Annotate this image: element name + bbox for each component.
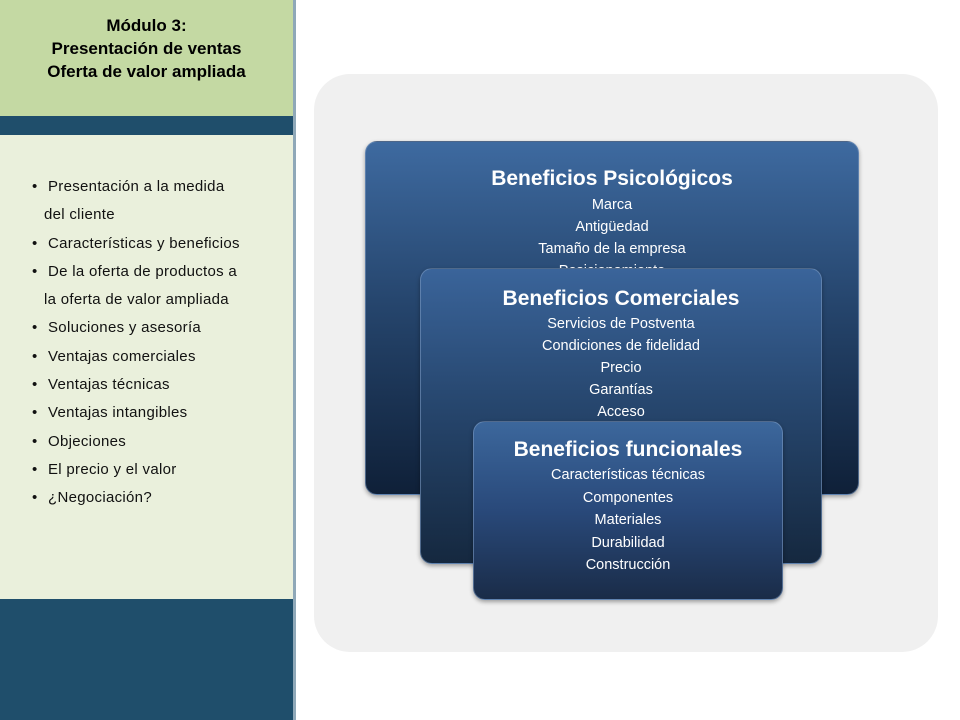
commercial-benefit-item: Acceso: [597, 404, 645, 420]
topic-item: • El precio y el valor: [32, 456, 290, 484]
functional-benefit-item: Construcción: [585, 557, 671, 573]
commercial-benefits-items: [421, 313, 821, 423]
topic-item: • Características y beneficios: [32, 230, 290, 258]
functional-benefits-title: Beneficios funcionales: [513, 438, 743, 461]
functional-benefits-box: [473, 421, 783, 600]
module-title: [0, 0, 293, 116]
commercial-benefits-title: Beneficios Comerciales: [502, 287, 740, 310]
topic-item: • Ventajas comerciales: [32, 343, 290, 371]
psychological-benefit-item: Tamaño de la empresa: [538, 241, 686, 257]
topic-item: • Soluciones y asesoría: [32, 314, 290, 342]
functional-benefits-items: [474, 464, 782, 577]
topic-item: • Presentación a la medida: [32, 173, 290, 201]
commercial-benefit-item: Precio: [600, 360, 642, 376]
topic-item: la oferta de valor ampliada: [44, 291, 229, 309]
psychological-benefit-item: Antigüedad: [575, 219, 649, 235]
commercial-benefit-item: Garantías: [589, 382, 653, 398]
module-title-line: Oferta de valor ampliada: [47, 62, 246, 81]
commercial-benefit-item: Condiciones de fidelidad: [542, 338, 700, 354]
topic-item: • ¿Negociación?: [32, 484, 290, 512]
left-sidebar: [0, 0, 296, 720]
functional-benefit-item: Durabilidad: [591, 534, 665, 551]
psychological-benefits-title: Beneficios Psicológicos: [491, 167, 733, 190]
functional-benefit-item: Materiales: [594, 512, 662, 528]
topic-item: • Ventajas intangibles: [32, 399, 290, 427]
module-title-line: Módulo 3:: [106, 16, 187, 35]
sidebar-edge: [293, 0, 296, 720]
topic-item: • Ventajas técnicas: [32, 371, 290, 399]
commercial-benefit-item: Servicios de Postventa: [547, 316, 695, 332]
topic-item: • De la oferta de productos a: [32, 258, 290, 286]
topic-item: • Objeciones: [32, 428, 290, 456]
psychological-benefit-item: Marca: [591, 197, 633, 213]
module-title-line: Presentación de ventas: [51, 39, 242, 58]
functional-benefit-item: Características técnicas: [551, 467, 705, 483]
functional-benefit-item: Componentes: [582, 489, 674, 506]
topics-list: [32, 173, 290, 513]
topics-panel: [0, 135, 293, 599]
topic-item: del cliente: [44, 206, 115, 224]
